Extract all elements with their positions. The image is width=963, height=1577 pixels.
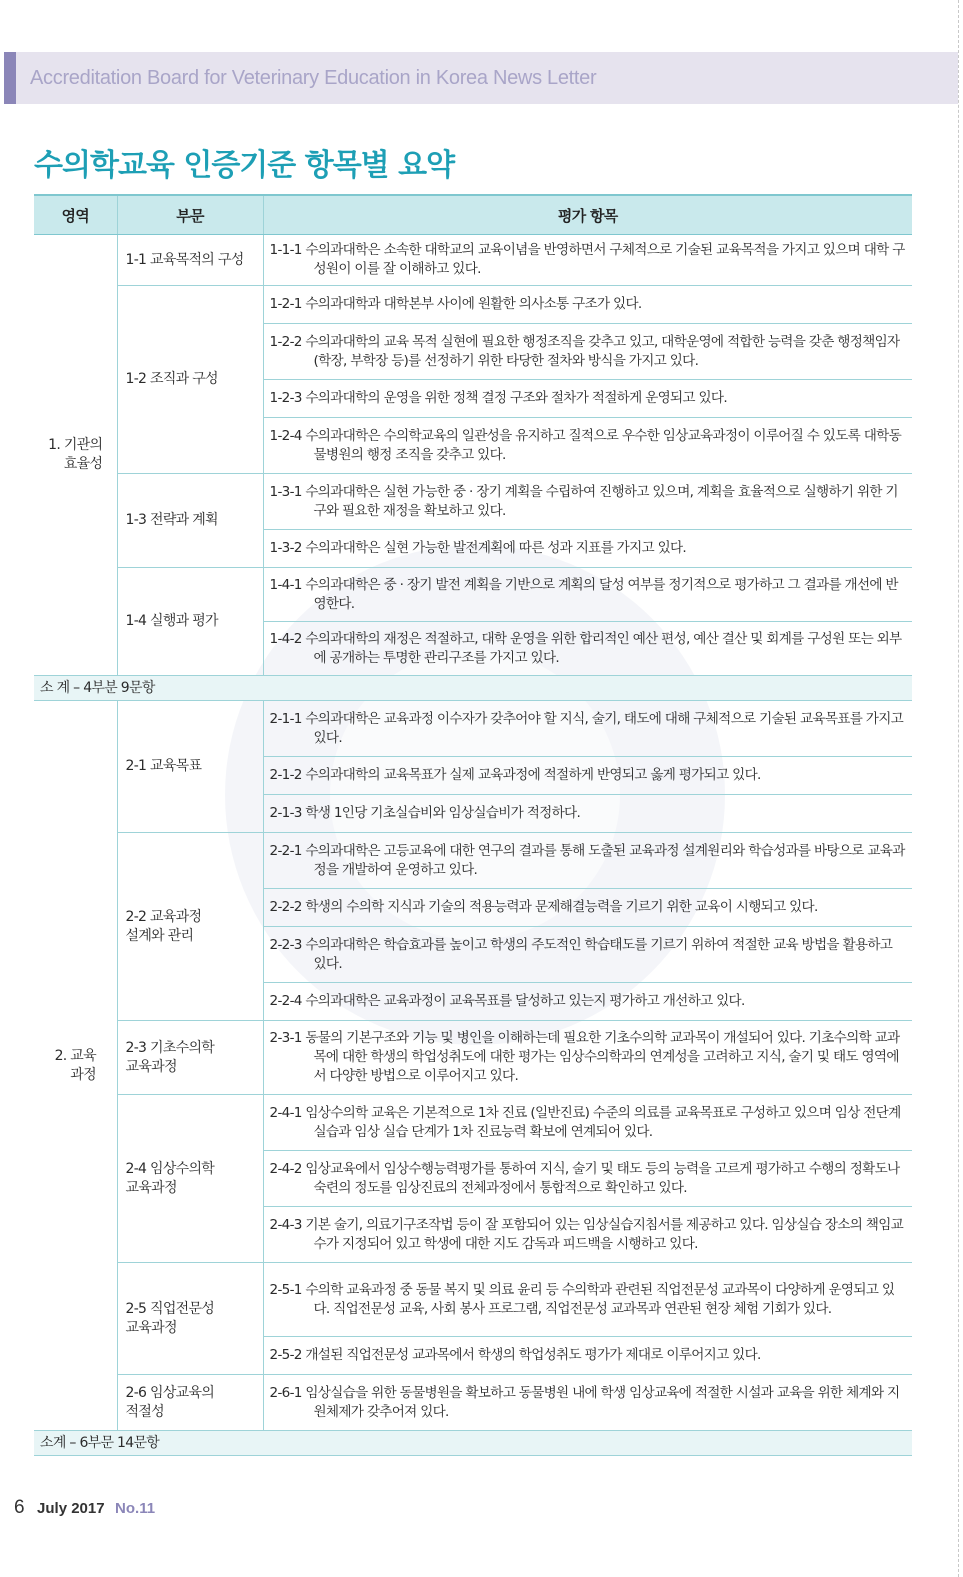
criterion-cell (263, 1095, 912, 1151)
col-header-area: 영역 (34, 195, 117, 235)
section-cell (117, 568, 263, 676)
section-cell (117, 1021, 263, 1095)
newsletter-title: Accreditation Board for Veterinary Education in Korea News Letter (30, 67, 597, 89)
criterion-cell (263, 530, 912, 568)
criterion-text: 2-1-3 학생 1인당 기초실습비와 임상실습비가 적정하다. (269, 805, 581, 821)
section-label: 2-4 임상수의학 교육과정 (125, 1160, 215, 1196)
subtotal-row (34, 676, 912, 701)
accreditation-criteria-table (34, 194, 912, 1456)
criterion-cell (263, 622, 912, 676)
section-cell (117, 1263, 263, 1375)
criterion-cell (263, 568, 912, 622)
section-cell (117, 701, 263, 833)
issue-number: No.11 (115, 1500, 156, 1517)
criterion-text: 2-4-3 기본 술기, 의료기구조작법 등이 잘 포함되어 있는 임상실습지침서를 제공하고 있다. 임상실습 장소의 책임교수가 지정되어 있고 학생에 대한 지도 감독과 피드백을 시행하고 있다. (269, 1216, 904, 1252)
criterion-text: 2-4-2 임상교육에서 임상수행능력평가를 통하여 지식, 술기 및 태도 등의 능력을 고르게 평가하고 수행의 정확도나 숙련의 정도를 임상진료의 전체과정에서 통합적으로 확인하고 있다. (269, 1160, 900, 1196)
criterion-text: 2-1-1 수의과대학은 교육과정 이수자가 갖추어야 할 지식, 술기, 태도에 대해 구체적으로 기술된 교육목표를 가지고 있다. (269, 710, 904, 746)
section-cell (117, 286, 263, 474)
criterion-cell (263, 701, 912, 757)
col-header-items: 평가 항목 (263, 195, 912, 235)
criterion-cell (263, 235, 912, 286)
criterion-text: 2-2-2 학생의 수의학 지식과 기술의 적용능력과 문제해결능력을 기르기 위한 교육이 시행되고 있다. (269, 899, 818, 915)
table-row (34, 1375, 912, 1431)
section-label: 1-2 조직과 구성 (125, 371, 218, 387)
criterion-cell (263, 795, 912, 833)
criterion-cell (263, 474, 912, 530)
area-label: 2. 교육 과정 (54, 1047, 96, 1083)
section-cell (117, 474, 263, 568)
criterion-cell (263, 286, 912, 324)
section-cell (117, 235, 263, 286)
criterion-cell (263, 1263, 912, 1337)
table-row (34, 1021, 912, 1095)
area-label: 1. 기관의 효율성 (48, 437, 103, 472)
table-row (34, 833, 912, 889)
section-label: 2-3 기초수의학 교육과정 (125, 1039, 215, 1075)
section-label: 1-3 전략과 계획 (125, 512, 218, 528)
criterion-cell (263, 418, 912, 474)
criterion-text: 1-3-1 수의과대학은 실현 가능한 중 · 장기 계획을 수립하여 진행하고 있으며, 계획을 효율적으로 실행하기 위한 기구와 필요한 재정을 확보하고 있다. (269, 483, 898, 519)
page-edge-divider (958, 0, 959, 1577)
table-row (34, 568, 912, 622)
criterion-cell (263, 927, 912, 983)
section-label: 2-2 교육과정 설계와 관리 (125, 908, 202, 944)
criterion-cell (263, 324, 912, 380)
section-label: 2-1 교육목표 (125, 758, 202, 774)
criterion-text: 2-3-1 동물의 기본구조와 기능 및 병인을 이해하는데 필요한 기초수의학 교과목이 개설되어 있다. 기초수의학 교과목에 대한 학생의 학업성취도에 대한 평가는 임상수의학과의 연계성을 고려하고 지식, 술기 및 태도 영역에서 다양한 방법으로 이루어지고 있다. (269, 1030, 900, 1084)
page-footer (14, 1497, 155, 1519)
criterion-cell (263, 380, 912, 418)
criterion-text: 1-2-1 수의과대학과 대학본부 사이에 원활한 의사소통 구조가 있다. (269, 296, 642, 312)
section-cell (117, 1095, 263, 1263)
criterion-text: 1-2-3 수의과대학의 운영을 위한 정책 결정 구조와 절차가 적절하게 운영되고 있다. (269, 390, 727, 406)
criterion-text: 2-4-1 임상수의학 교육은 기본적으로 1차 진료 (일반진료) 수준의 의료를 교육목표로 구성하고 있으며 임상 전단계 실습과 임상 실습 단계가 1차 진료능력 확보에 연계되어 있다. (269, 1104, 901, 1140)
section-cell (117, 1375, 263, 1431)
table-row (34, 235, 912, 286)
subtotal-cell: 소계 – 6부문 14문항 (34, 1431, 912, 1456)
criterion-text: 1-4-1 수의과대학은 중 · 장기 발전 계획을 기반으로 계획의 달성 여부를 정기적으로 평가하고 그 결과를 개선에 반영한다. (269, 576, 898, 612)
table-row (34, 286, 912, 324)
criterion-text: 2-2-4 수의과대학은 교육과정이 교육목표를 달성하고 있는지 평가하고 개선하고 있다. (269, 993, 745, 1009)
criterion-text: 1-3-2 수의과대학은 실현 가능한 발전계획에 따른 성과 지표를 가지고 있다. (269, 540, 687, 556)
newsletter-header (4, 52, 958, 104)
col-header-section: 부문 (117, 195, 263, 235)
criterion-cell (263, 1207, 912, 1263)
section-cell (117, 833, 263, 1021)
criterion-cell (263, 1337, 912, 1375)
criterion-text: 2-5-2 개설된 직업전문성 교과목에서 학생의 학업성취도 평가가 제대로 이루어지고 있다. (269, 1347, 761, 1363)
table-row (34, 1263, 912, 1337)
area-cell (34, 235, 117, 676)
criterion-text: 2-2-3 수의과대학은 학습효과를 높이고 학생의 주도적인 학습태도를 기르기 위하여 적절한 교육 방법을 활용하고 있다. (269, 936, 893, 972)
criterion-text: 2-6-1 임상실습을 위한 동물병원을 확보하고 동물병원 내에 학생 임상교육에 적절한 시설과 교육을 위한 체계와 지원체제가 갖추어져 있다. (269, 1384, 900, 1420)
criterion-text: 1-2-4 수의과대학은 수의학교육의 일관성을 유지하고 질적으로 우수한 임상교육과정이 이루어질 수 있도록 대학동물병원의 행정 조직을 갖추고 있다. (269, 427, 902, 463)
subtotal-row (34, 1431, 912, 1456)
page-title: 수의학교육 인증기준 항목별 요약 (34, 148, 455, 183)
table-row (34, 701, 912, 757)
criterion-text: 2-5-1 수의학 교육과정 중 동물 복지 및 의료 윤리 등 수의학과 관련된 직업전문성 교과목이 다양하게 운영되고 있다. 직업전문성 교육, 사회 봉사 프로그램, 직업전문성 교과목과 연관된 현장 체험 기회가 있다. (269, 1281, 895, 1317)
criterion-text: 2-1-2 수의과대학의 교육목표가 실제 교육과정에 적절하게 반영되고 옳게 평가되고 있다. (269, 767, 761, 783)
criterion-cell (263, 983, 912, 1021)
criterion-text: 1-2-2 수의과대학의 교육 목적 실현에 필요한 행정조직을 갖추고 있고, 대학운영에 적합한 능력을 갖춘 행정책임자(학장, 부학장 등)를 선정하기 위한 타당한 절차와 방식을 가지고 있다. (269, 333, 900, 369)
section-label: 1-1 교육목적의 구성 (125, 251, 244, 268)
table-row (34, 474, 912, 530)
criterion-text: 1-4-2 수의과대학의 재정은 적절하고, 대학 운영을 위한 합리적인 예산 편성, 예산 결산 및 회계를 구성원 또는 외부에 공개하는 투명한 관리구조를 가지고 있다. (269, 630, 902, 666)
criterion-cell (263, 1151, 912, 1207)
page-number: 6 (14, 1497, 25, 1518)
table-row (34, 1095, 912, 1151)
subtotal-cell: 소 계 – 4부분 9문항 (34, 676, 912, 701)
criterion-cell (263, 889, 912, 927)
area-cell (34, 701, 117, 1431)
criterion-cell (263, 1021, 912, 1095)
section-label: 1-4 실행과 평가 (125, 613, 218, 629)
issue-month: July 2017 (37, 1500, 105, 1517)
section-label: 2-6 임상교육의 적절성 (125, 1384, 215, 1420)
criterion-cell (263, 757, 912, 795)
criterion-text: 1-1-1 수의과대학은 소속한 대학교의 교육이념을 반영하면서 구체적으로 기술된 교육목적을 가지고 있으며 대학 구성원이 이를 잘 이해하고 있다. (269, 242, 905, 277)
criterion-cell (263, 1375, 912, 1431)
table-header-row (34, 195, 912, 235)
section-label: 2-5 직업전문성 교육과정 (125, 1300, 215, 1336)
criterion-cell (263, 833, 912, 889)
criterion-text: 2-2-1 수의과대학은 고등교육에 대한 연구의 결과를 통해 도출된 교육과정 설계원리와 학습성과를 바탕으로 교육과정을 개발하여 운영하고 있다. (269, 842, 905, 878)
